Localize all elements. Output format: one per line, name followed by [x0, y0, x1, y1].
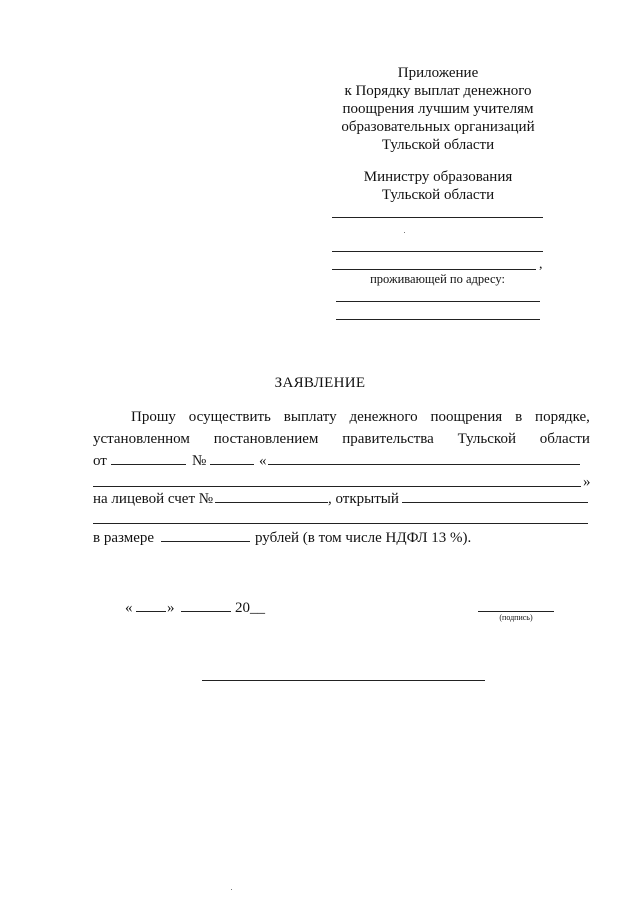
body-line-1	[131, 408, 590, 426]
applicant-comma: ,	[539, 257, 543, 272]
scan-speck	[231, 889, 232, 890]
body-word: установленном	[93, 431, 190, 447]
body-line-2	[93, 430, 590, 448]
sign-open-quote: «	[125, 600, 133, 616]
body-word: правительства	[342, 431, 434, 447]
resolution-title-blank-1[interactable]	[268, 464, 580, 465]
number-blank[interactable]	[210, 464, 254, 465]
body-word: в	[515, 409, 523, 425]
body-word: денежного	[349, 409, 418, 425]
appendix-line: образовательных организаций	[341, 119, 535, 135]
applicant-name-blank-1[interactable]	[332, 217, 543, 218]
opened-label: , открытый	[328, 491, 399, 507]
amount-suffix: рублей (в том числе НДФЛ 13 %).	[255, 530, 472, 546]
appendix-line: Приложение	[397, 65, 479, 81]
body-word: осуществить	[188, 409, 271, 425]
addressee-block	[318, 168, 558, 204]
body-word: Тульской	[457, 431, 516, 447]
year-blank[interactable]: __	[250, 600, 265, 616]
addressee-line: Министру образования	[363, 169, 513, 185]
body-word: поощрения	[430, 409, 503, 425]
from-label: от	[93, 453, 107, 469]
address-blank-2[interactable]	[336, 319, 540, 320]
year-digits: 20	[235, 600, 250, 616]
body-word: выплату	[283, 409, 337, 425]
account-label: на лицевой счет №	[93, 491, 214, 507]
body-word: Прошу	[131, 409, 176, 425]
appendix-line: к Порядку выплат денежного	[344, 83, 532, 99]
body-word: порядке,	[535, 409, 590, 425]
sign-year-prefix	[235, 599, 265, 617]
signature-blank[interactable]	[478, 611, 554, 612]
amount-blank[interactable]	[161, 541, 250, 542]
body-word: области	[539, 431, 590, 447]
appendix-line: поощрения лучшим учителям	[342, 101, 534, 117]
appendix-block	[318, 64, 558, 154]
account-number-blank[interactable]	[215, 502, 328, 503]
sign-month-blank[interactable]	[181, 611, 231, 612]
bank-name-blank[interactable]	[402, 502, 588, 503]
residing-label: проживающей по адресу:	[370, 272, 505, 286]
addressee-line: Тульской области	[381, 187, 495, 203]
body-word: постановлением	[213, 431, 319, 447]
document-title: ЗАЯВЛЕНИЕ	[274, 375, 366, 391]
applicant-name-blank-2[interactable]	[332, 251, 543, 252]
close-quote: »	[583, 474, 591, 490]
bottom-separator	[202, 680, 485, 681]
amount-prefix: в размере	[93, 530, 155, 546]
address-blank-1[interactable]	[336, 301, 540, 302]
scan-speck	[404, 232, 405, 233]
appendix-line: Тульской области	[381, 137, 495, 153]
applicant-name-blank-3[interactable]	[332, 269, 536, 270]
sign-close-quote: »	[167, 600, 175, 616]
number-sign: №	[192, 453, 207, 469]
signature-caption: (подпись)	[499, 613, 533, 622]
date-blank[interactable]	[111, 464, 186, 465]
sign-day-blank[interactable]	[136, 611, 166, 612]
bank-name-blank-2[interactable]	[93, 523, 588, 524]
resolution-title-blank-2[interactable]	[93, 486, 581, 487]
open-quote: «	[259, 453, 267, 469]
